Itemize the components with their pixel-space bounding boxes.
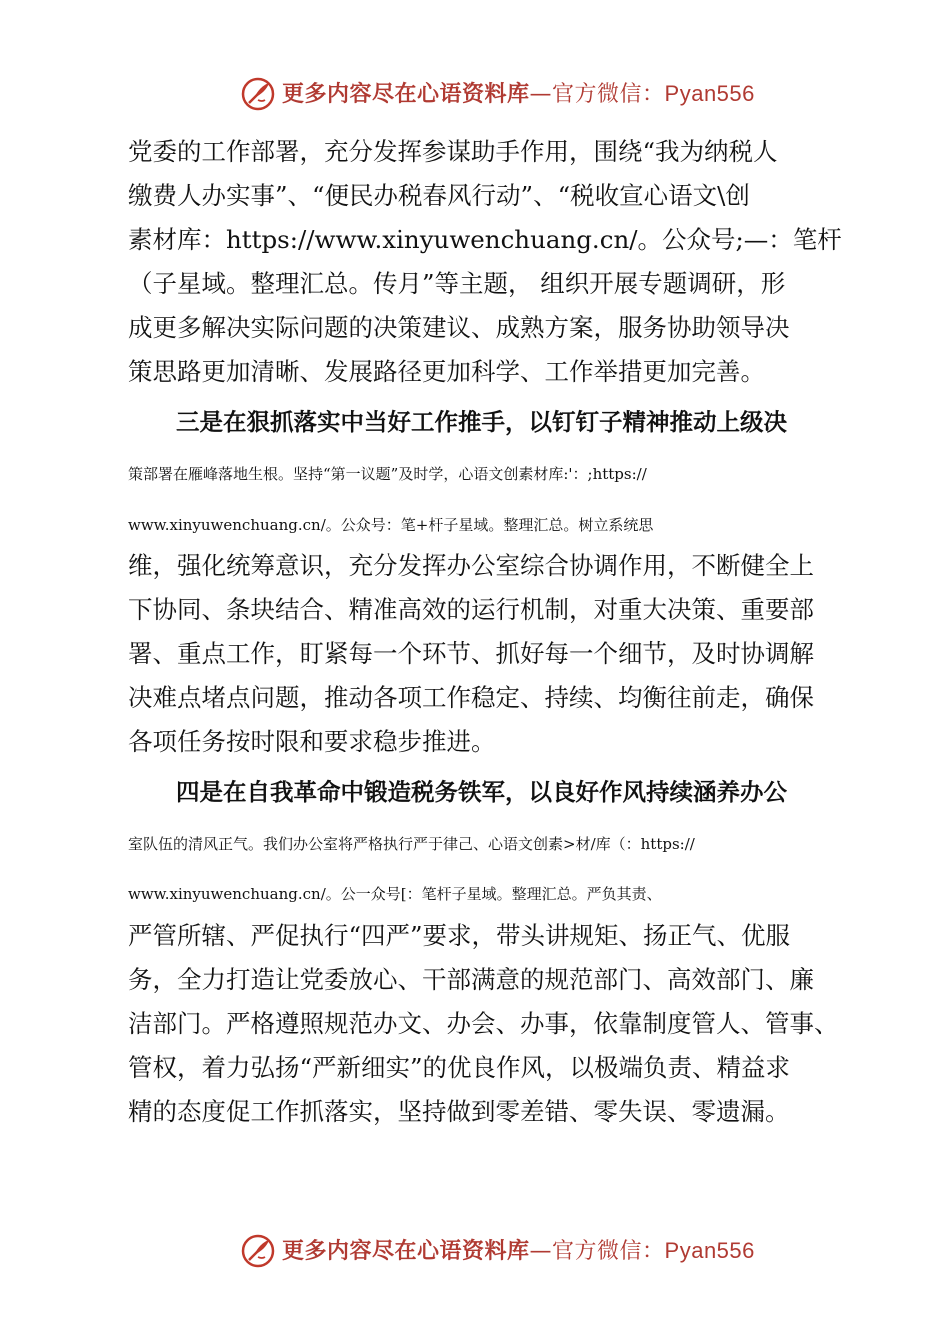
- body-text-line: 成更多解决实际问题的决策建议、成熟方案，服务协助领导决: [128, 313, 790, 342]
- feather-logo-icon: [240, 1233, 276, 1269]
- banner-brand: 更多内容尽在心语资料库: [282, 1239, 530, 1264]
- banner-wechat-id: Pyan556: [664, 1238, 755, 1263]
- banner-text: [282, 1237, 755, 1266]
- header-watermark-banner: [0, 70, 950, 118]
- body-text-line: 各项任务按时限和要求稳步推进。: [128, 727, 496, 756]
- body-text-line: 署、重点工作，盯紧每一个环节、抓好每一个细节，及时协调解: [128, 639, 814, 668]
- banner-separator: —: [529, 1239, 553, 1264]
- body-text-line: 下协同、条块结合、精准高效的运行机制，对重大决策、重要部: [128, 595, 814, 624]
- body-text-line: 策思路更加清晰、发展路径更加科学、工作举措更加完善。: [128, 357, 765, 386]
- body-text-line: （子星域。整理汇总。传月”等主题， 组织开展专题调研，形: [128, 269, 786, 298]
- banner-official: 官方微信：: [552, 82, 665, 107]
- body-text-line: 洁部门。严格遵照规范办文、办会、办事，依靠制度管人、管事、: [128, 1009, 839, 1038]
- banner-official: 官方微信：: [552, 1239, 665, 1264]
- body-text-line: 严管所辖、严促执行“四严”要求，带头讲规矩、扬正气、优服: [128, 921, 791, 950]
- body-text-line: 缴费人办实事”、“便民办税春风行动”、“税收宣心语文\创: [128, 181, 750, 210]
- body-small-line: 室队伍的清风正气。我们办公室将严格执行严于律己、心语文创素>材/库（：https://: [128, 835, 695, 853]
- body-text-line: 管权，着力弘扬“严新细实”的优良作风，以极端负责、精益求: [128, 1053, 791, 1082]
- body-small-line: 策部署在雁峰落地生根。坚持“第一议题”及时学，心语文创素材库:'：;https://: [128, 465, 647, 483]
- section-heading-3: 三是在狠抓落实中当好工作推手，以钉钉子精神推动上级决: [176, 408, 787, 436]
- body-text-line: 素材库：https://www.xinyuwenchuang.cn/。公众号;—：笔杆: [128, 225, 842, 254]
- body-text-line: 精的态度促工作抓落实，坚持做到零差错、零失误、零遗漏。: [128, 1097, 790, 1126]
- body-small-line: www.xinyuwenchuang.cn/。公一众号[：笔杆子星域。整理汇总。严负其责、: [128, 885, 662, 903]
- footer-watermark-banner: [0, 1227, 950, 1275]
- body-text-line: 维，强化统筹意识，充分发挥办公室综合协调作用，不断健全上: [128, 551, 814, 580]
- banner-separator: —: [529, 82, 553, 107]
- body-small-line: www.xinyuwenchuang.cn/。公众号：笔+杆子星域。整理汇总。树立系统思: [128, 516, 654, 534]
- banner-text: [282, 80, 755, 109]
- feather-logo-icon: [240, 76, 276, 112]
- banner-brand: 更多内容尽在心语资料库: [282, 82, 530, 107]
- body-text-line: 务，全力打造让党委放心、干部满意的规范部门、高效部门、廉: [128, 965, 814, 994]
- body-text-line: 党委的工作部署，充分发挥参谋助手作用，围绕“我为纳税人: [128, 137, 778, 166]
- body-text-line: 决难点堵点问题，推动各项工作稳定、持续、均衡往前走，确保: [128, 683, 814, 712]
- section-heading-4: 四是在自我革命中锻造税务铁军，以良好作风持续涵养办公: [176, 778, 787, 806]
- banner-wechat-id: Pyan556: [664, 81, 755, 106]
